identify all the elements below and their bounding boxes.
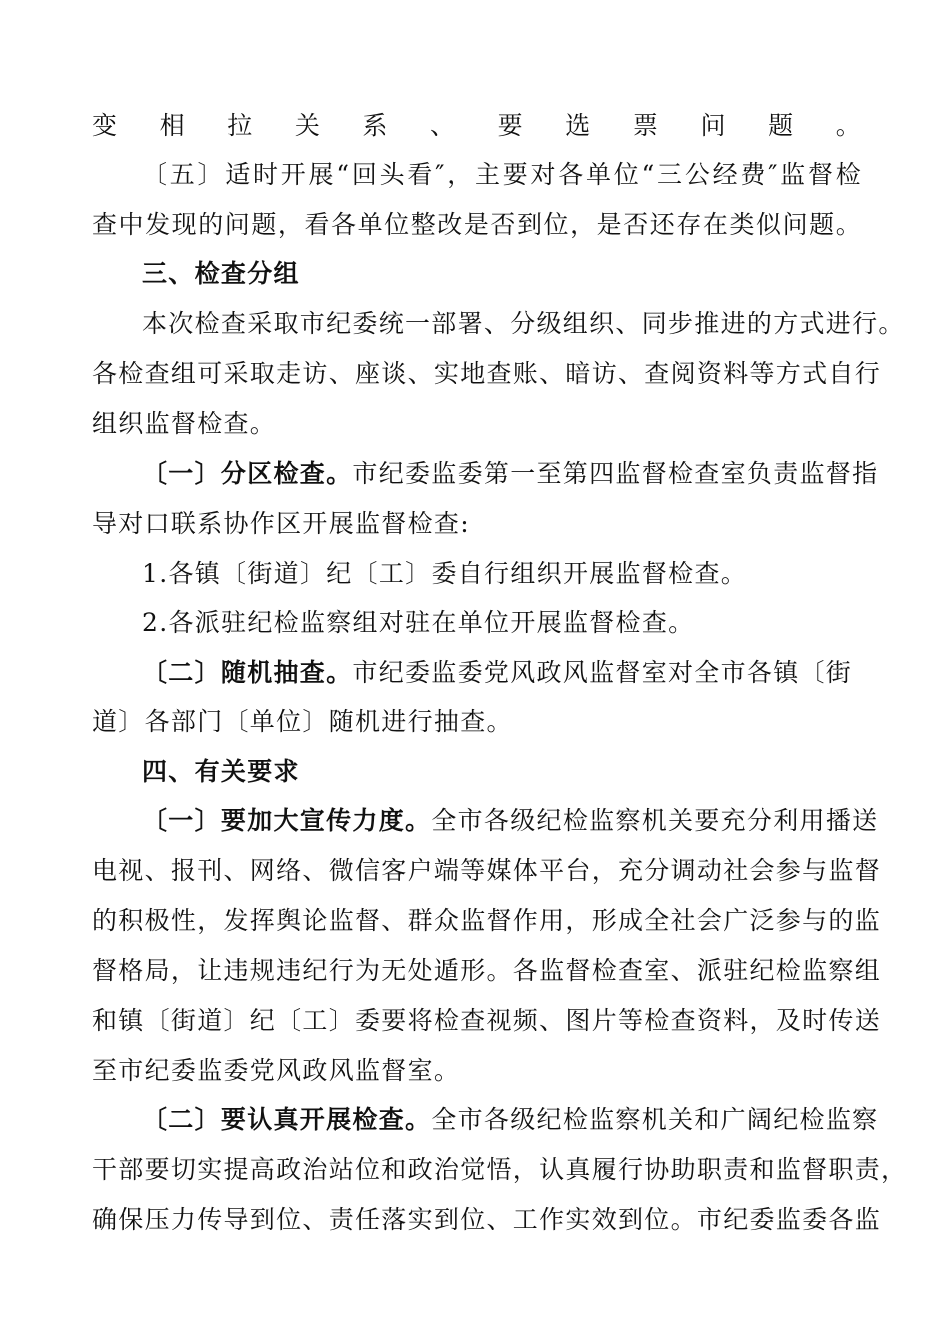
paragraph-line: 组织监督检查。 [92,409,277,438]
subheading-inline: 〔二〕要认真开展检查。 [142,1105,432,1134]
paragraph-line: 干部要切实提高政治站位和政治觉悟，认真履行协助职责和监督职责， [92,1155,908,1184]
paragraph-line: 〔二〕要认真开展检查。全市各级纪检监察机关和广阔纪检监察 [142,1105,879,1134]
paragraph-line: 电视、报刊、网络、微信客户端等媒体平台，充分调动社会参与监督 [92,856,882,885]
paragraph-line: 和镇〔街道〕纪〔工〕委要将检查视频、图片等检查资料，及时传送 [92,1006,882,1035]
list-item: 2.各派驻纪检监察组对驻在单位开展监督检查。 [142,608,695,637]
paragraph-line: 导对口联系协作区开展监督检查: [92,509,470,538]
subheading-inline: 〔二〕随机抽查。 [142,658,353,687]
paragraph-line: 变相拉关系、要选票问题。 [92,111,862,140]
section-heading: 四、有关要求 [142,757,300,786]
paragraph-line: 的积极性，发挥舆论监督、群众监督作用，形成全社会广泛参与的监 [92,906,882,935]
paragraph-line: 确保压力传导到位、责任落实到位、工作实效到位。市纪委监委各监 [92,1205,882,1234]
section-heading: 三、检查分组 [142,259,300,288]
paragraph-line: 〔二〕随机抽查。市纪委监委党风政风监督室对全市各镇〔街 [142,658,853,687]
paragraph-line: 督格局，让违规违纪行为无处遁形。各监督检查室、派驻纪检监察组 [92,956,882,985]
subheading-inline: 〔一〕要加大宣传力度。 [142,806,432,835]
paragraph-line: 各检查组可采取走访、座谈、实地查账、暗访、查阅资料等方式自行 [92,359,882,388]
paragraph-line: 〔一〕要加大宣传力度。全市各级纪检监察机关要充分利用播送 [142,806,879,835]
paragraph-line: 〔五〕适时开展“回头看″，主要对各单位“三公经费″监督检 [142,160,862,189]
paragraph-line: 道〕各部门〔单位〕随机进行抽查。 [92,707,513,736]
paragraph-line: 查中发现的问题，看各单位整改是否到位，是否还存在类似问题。 [92,210,862,239]
paragraph-line: 至市纪委监委党风政风监督室。 [92,1056,461,1085]
paragraph-line: 本次检查采取市纪委统一部署、分级组织、同步推进的方式进行。 [142,309,905,338]
paragraph-line: 〔一〕分区检查。市纪委监委第一至第四监督检查室负责监督指 [142,459,879,488]
subheading-inline: 〔一〕分区检查。 [142,459,353,488]
list-item: 1.各镇〔街道〕纪〔工〕委自行组织开展监督检查。 [142,559,748,588]
